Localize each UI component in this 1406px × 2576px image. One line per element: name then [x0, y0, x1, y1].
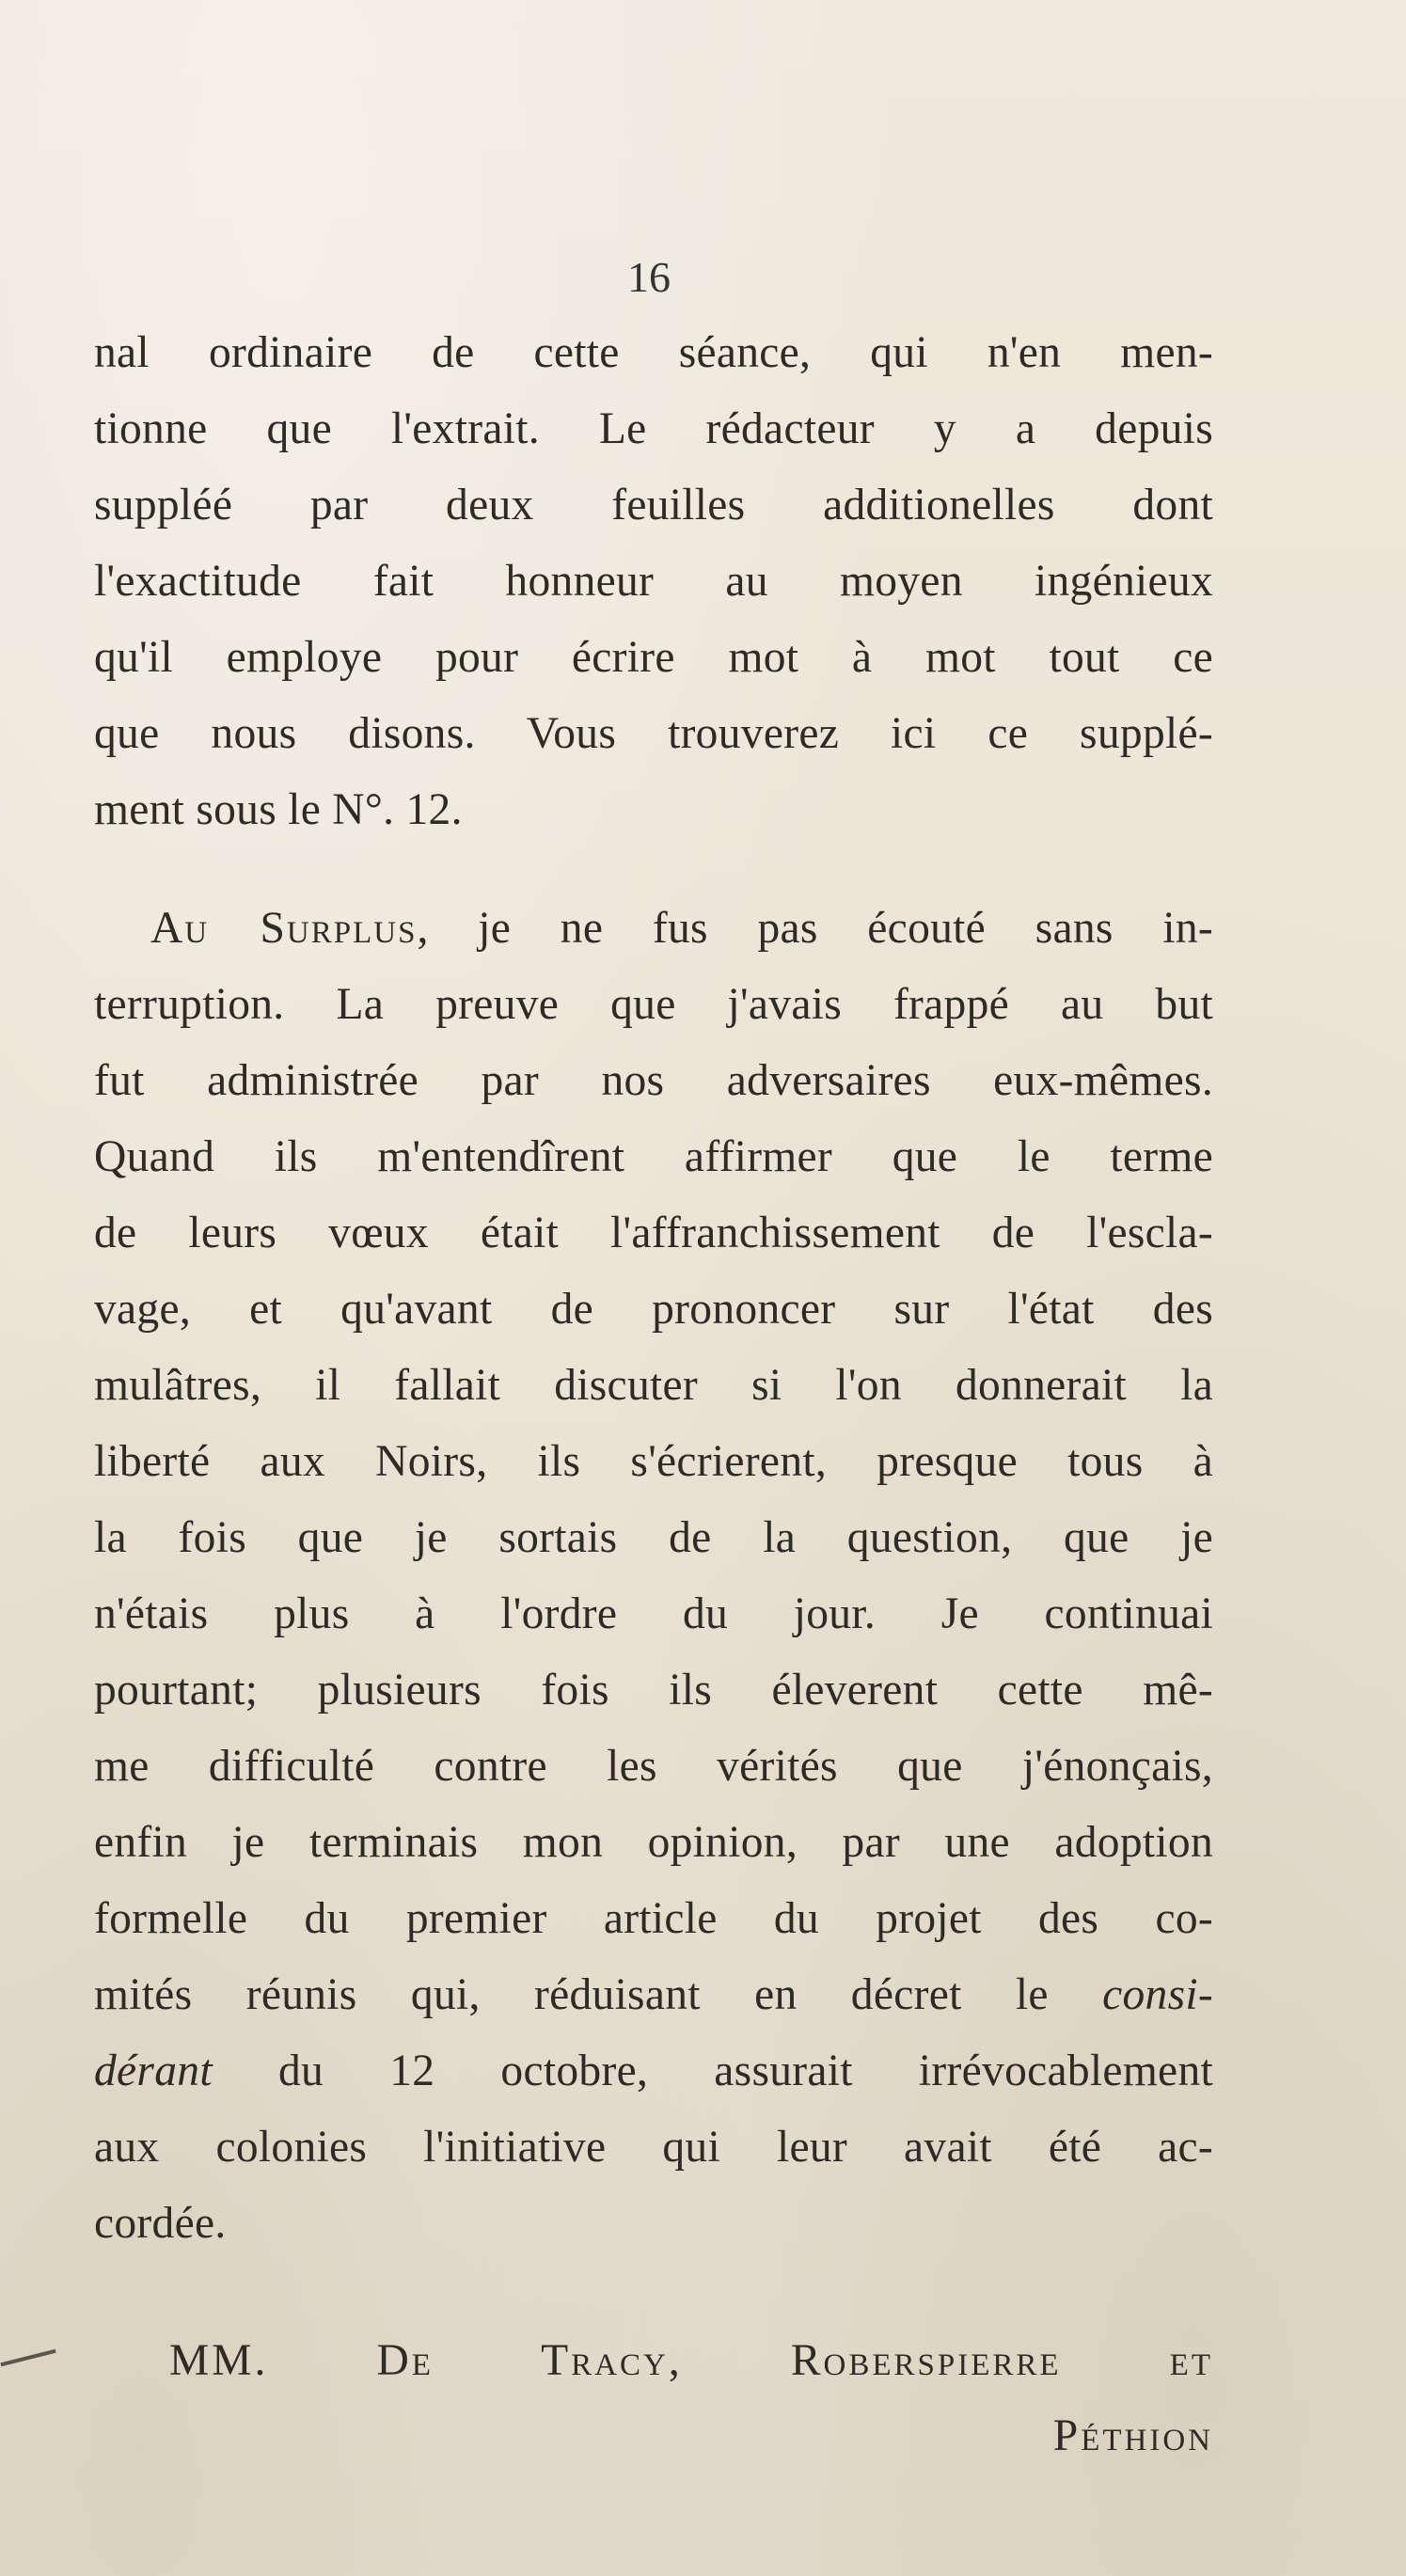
- italic-term: consi-: [1102, 1970, 1213, 2019]
- margin-pen-mark: [0, 2349, 55, 2366]
- signatories-line: Péthion: [1052, 2411, 1213, 2460]
- text-line: formelle du premier article du projet des co-: [94, 1894, 1213, 1943]
- text-line: suppléé par deux feuilles additionelles dont: [94, 481, 1213, 529]
- text-line-with-italic: [94, 1957, 1213, 2033]
- text-line: nal ordinaire de cette séance, qui n'en men-: [94, 328, 1213, 377]
- text-fragment: mités réunis qui, réduisant en décret le: [94, 1970, 1103, 2019]
- paragraph-opening-line: [94, 891, 1213, 967]
- text-line: que nous disons. Vous trouverez ici ce supplé-: [94, 709, 1213, 758]
- text-line: aux colonies l'initiative qui leur avait été ac-: [94, 2123, 1213, 2172]
- small-caps-lead: Au Surplus: [150, 904, 418, 953]
- text-line: de leurs vœux était l'affranchissement de l'escla-: [94, 1209, 1213, 1257]
- italic-term: dérant: [94, 2047, 213, 2095]
- text-line: Quand ils m'entendîrent affirmer que le terme: [94, 1132, 1213, 1181]
- text-line: enfin je terminais mon opinion, par une adoption: [94, 1818, 1213, 1867]
- text-line: terruption. La preuve que j'avais frappé au but: [94, 980, 1213, 1029]
- text-line: la fois que je sortais de la question, que je: [94, 1513, 1213, 1562]
- text-line: ment sous le N°. 12.: [94, 785, 463, 834]
- signatories-heading: [94, 2323, 1213, 2473]
- text-line: pourtant; plusieurs fois ils éleverent cette mê-: [94, 1666, 1213, 1715]
- body-text: [94, 315, 1213, 2262]
- text-line: cordée.: [94, 2199, 227, 2248]
- text-fragment: , je ne fus pas écouté sans in-: [417, 904, 1214, 953]
- signatories-line: MM. De Tracy, Roberspierre et: [169, 2336, 1213, 2385]
- text-line: me difficulté contre les vérités que j'énonçais,: [94, 1742, 1213, 1791]
- text-fragment: du 12 octobre, assurait irrévocablement: [212, 2047, 1213, 2095]
- text-line: tionne que l'extrait. Le rédacteur y a depuis: [94, 404, 1213, 453]
- text-line: n'étais plus à l'ordre du jour. Je continuai: [94, 1589, 1213, 1638]
- text-line: liberté aux Noirs, ils s'écrierent, presque tous à: [94, 1437, 1213, 1486]
- text-line-with-italic: [94, 2033, 1213, 2110]
- paragraph-gap: [94, 848, 1213, 891]
- page-number: 16: [627, 253, 671, 301]
- text-line: fut administrée par nos adversaires eux-mêmes.: [94, 1056, 1213, 1105]
- text-line: mulâtres, il fallait discuter si l'on donnerait la: [94, 1361, 1213, 1410]
- text-line: qu'il employe pour écrire mot à mot tout ce: [94, 633, 1213, 682]
- text-line: l'exactitude fait honneur au moyen ingénieux: [94, 557, 1213, 606]
- text-line: vage, et qu'avant de prononcer sur l'état des: [94, 1285, 1213, 1334]
